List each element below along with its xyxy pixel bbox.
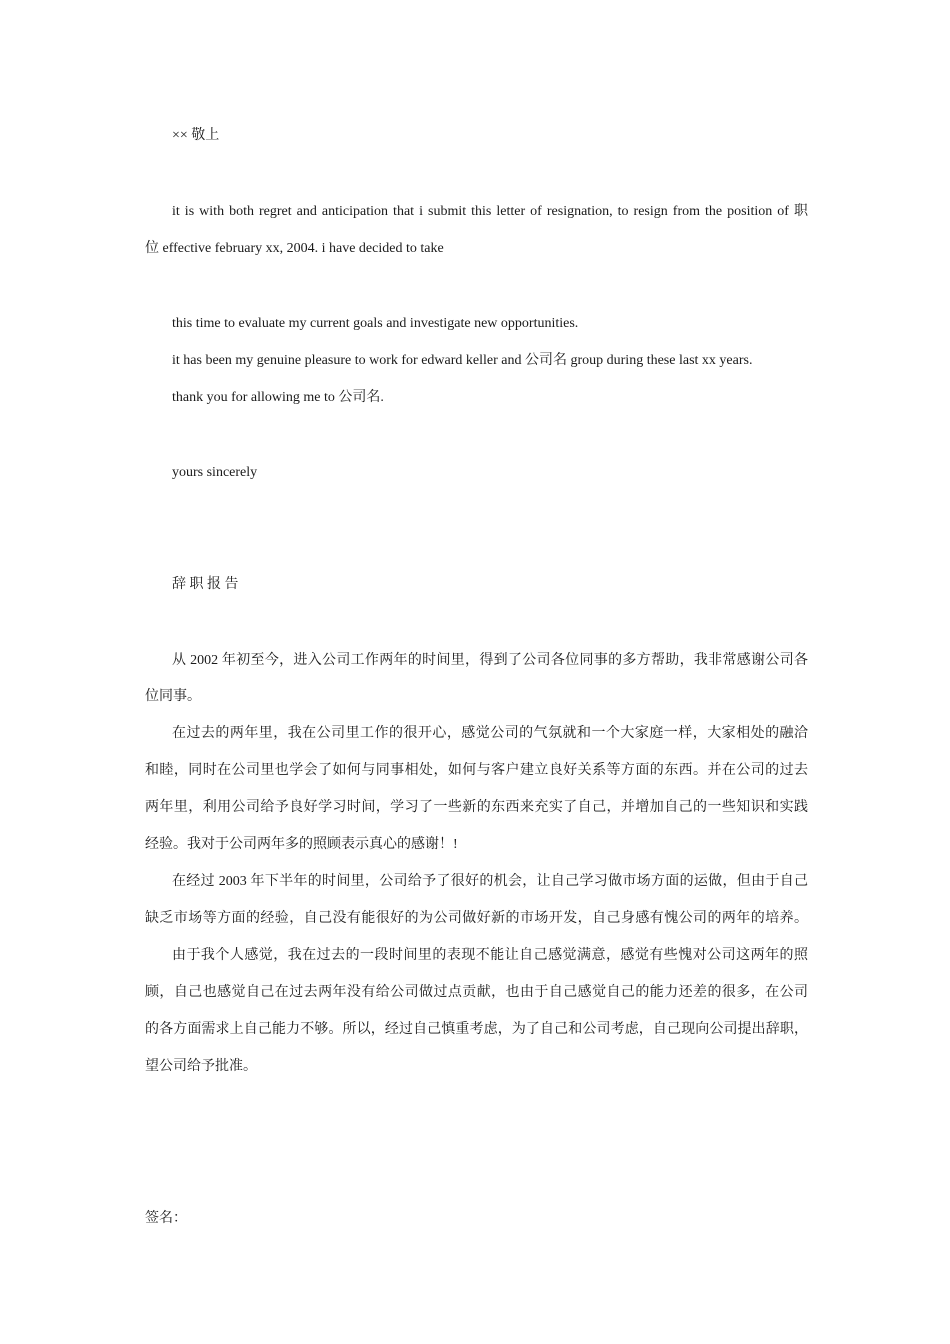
- letter-body-line: this time to evaluate my current goals and investigate new opportunities.: [172, 316, 579, 331]
- letter-body-line: it has been my genuine pleasure to work for edward keller and 公司名 group during these last xx years.: [172, 353, 753, 368]
- report-paragraph-line: 两年里，利用公司给予良好学习时间，学习了一些新的东西来充实了自己，并增加自己的一些知识和实践: [145, 800, 808, 815]
- report-paragraph-line: 经验。我对于公司两年多的照顾表示真心的感谢！!: [145, 837, 458, 852]
- report-paragraph-line: 从 2002 年初至今，进入公司工作两年的时间里，得到了公司各位同事的多方帮助，我非常感谢公司各: [172, 653, 808, 668]
- signature-label: 签名：: [145, 1211, 187, 1226]
- report-paragraph-line: 望公司给予批准。: [145, 1059, 257, 1074]
- report-title: 辞 职 报 告: [172, 577, 239, 592]
- letter-body-line: 位 effective february xx, 2004. i have decided to take: [145, 241, 444, 256]
- letter-body-line: it is with both regret and anticipation that i submit this letter of resignation, to resign from the position of 职: [172, 204, 808, 219]
- letter-salutation: ×× 敬上: [172, 128, 220, 143]
- report-paragraph-line: 顾，自己也感觉自己在过去两年没有给公司做过点贡献，也由于自己感觉自己的能力还差的很多，在公司: [145, 985, 808, 1000]
- report-paragraph-line: 的各方面需求上自己能力不够。所以，经过自己慎重考虑，为了自己和公司考虑，自己现向公司提出辞职，: [145, 1022, 808, 1037]
- report-paragraph-line: 在经过 2003 年下半年的时间里，公司给予了很好的机会，让自己学习做市场方面的运做，但由于自己: [172, 874, 808, 889]
- report-paragraph-line: 由于我个人感觉，我在过去的一段时间里的表现不能让自己感觉满意，感觉有些愧对公司这两年的照: [172, 948, 808, 963]
- letter-closing: yours sincerely: [172, 465, 258, 480]
- report-paragraph-line: 在过去的两年里，我在公司里工作的很开心，感觉公司的气氛就和一个大家庭一样，大家相处的融洽: [172, 726, 808, 741]
- report-paragraph-line: 和睦，同时在公司里也学会了如何与同事相处，如何与客户建立良好关系等方面的东西。并在公司的过去: [145, 763, 808, 778]
- report-paragraph-line: 缺乏市场等方面的经验，自己没有能很好的为公司做好新的市场开发，自己身感有愧公司的两年的培养。: [145, 911, 808, 926]
- report-paragraph-line: 位同事。: [145, 689, 201, 704]
- letter-body-line: thank you for allowing me to 公司名.: [172, 390, 384, 405]
